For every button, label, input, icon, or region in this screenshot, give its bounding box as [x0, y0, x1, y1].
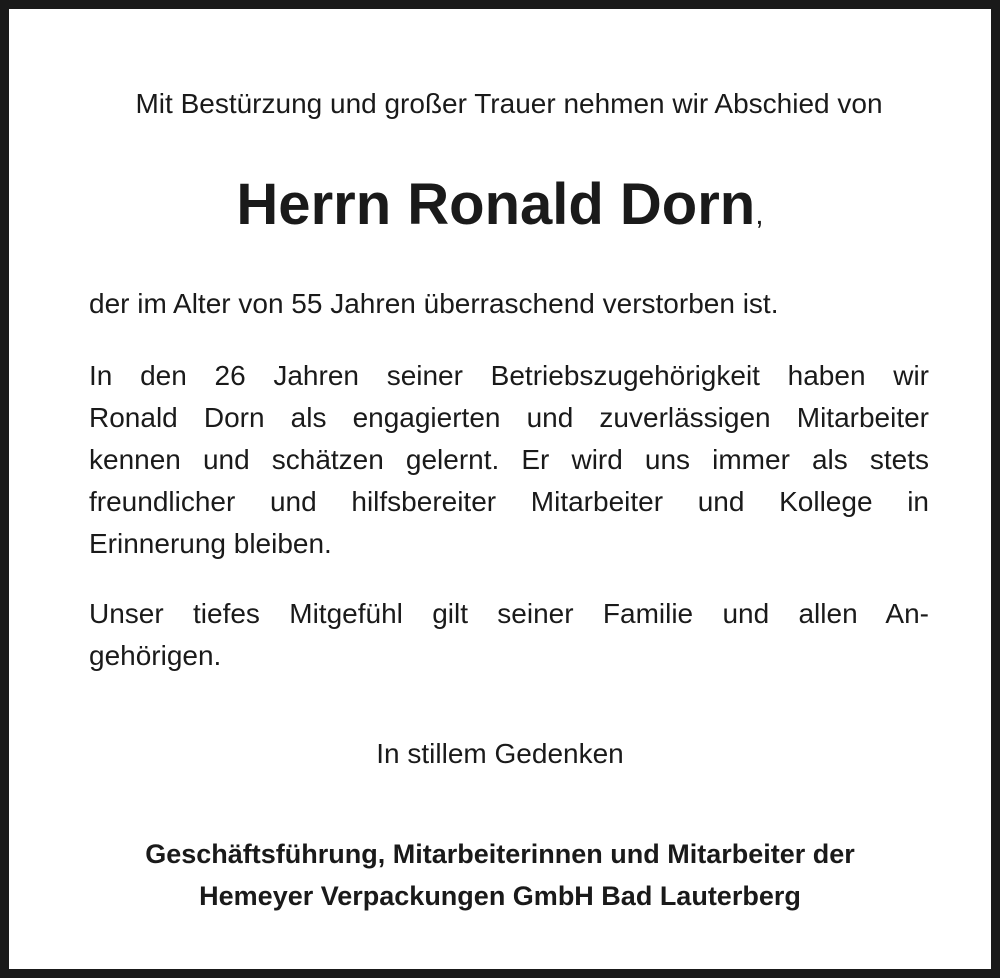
age-line: der im Alter von 55 Jahren überraschend verstorben ist. — [89, 288, 779, 319]
paragraph1-line: Erinnerung bleiben. — [89, 528, 332, 559]
paragraph1-line: Ronald Dorn als engagierten und zuverlässigen Mitarbeiter — [89, 402, 929, 433]
deceased-name: Herrn Ronald Dorn — [236, 172, 756, 237]
closing-text: In stillem Gedenken — [376, 738, 624, 769]
paragraph2-line: Unser tiefes Mitgefühl gilt seiner Familie und allen An- — [89, 598, 929, 629]
paragraph1-line: freundlicher und hilfsbereiter Mitarbeiter und Kollege in — [89, 486, 929, 517]
name-punctuation: , — [755, 198, 764, 231]
paragraph1-line: kennen und schätzen gelernt. Er wird uns immer als stets — [89, 444, 929, 475]
deceased-name-heading — [9, 170, 991, 250]
paragraph1-line: In den 26 Jahren seiner Betriebszugehörigkeit haben wir — [89, 360, 929, 391]
signature-line: Geschäftsführung, Mitarbeiterinnen und Mitarbeiter der — [145, 839, 855, 869]
paragraph2-line: gehörigen. — [89, 640, 222, 671]
intro-text: Mit Bestürzung und großer Trauer nehmen wir Abschied von — [135, 88, 883, 119]
signature-line: Hemeyer Verpackungen GmbH Bad Lauterberg — [199, 881, 801, 911]
